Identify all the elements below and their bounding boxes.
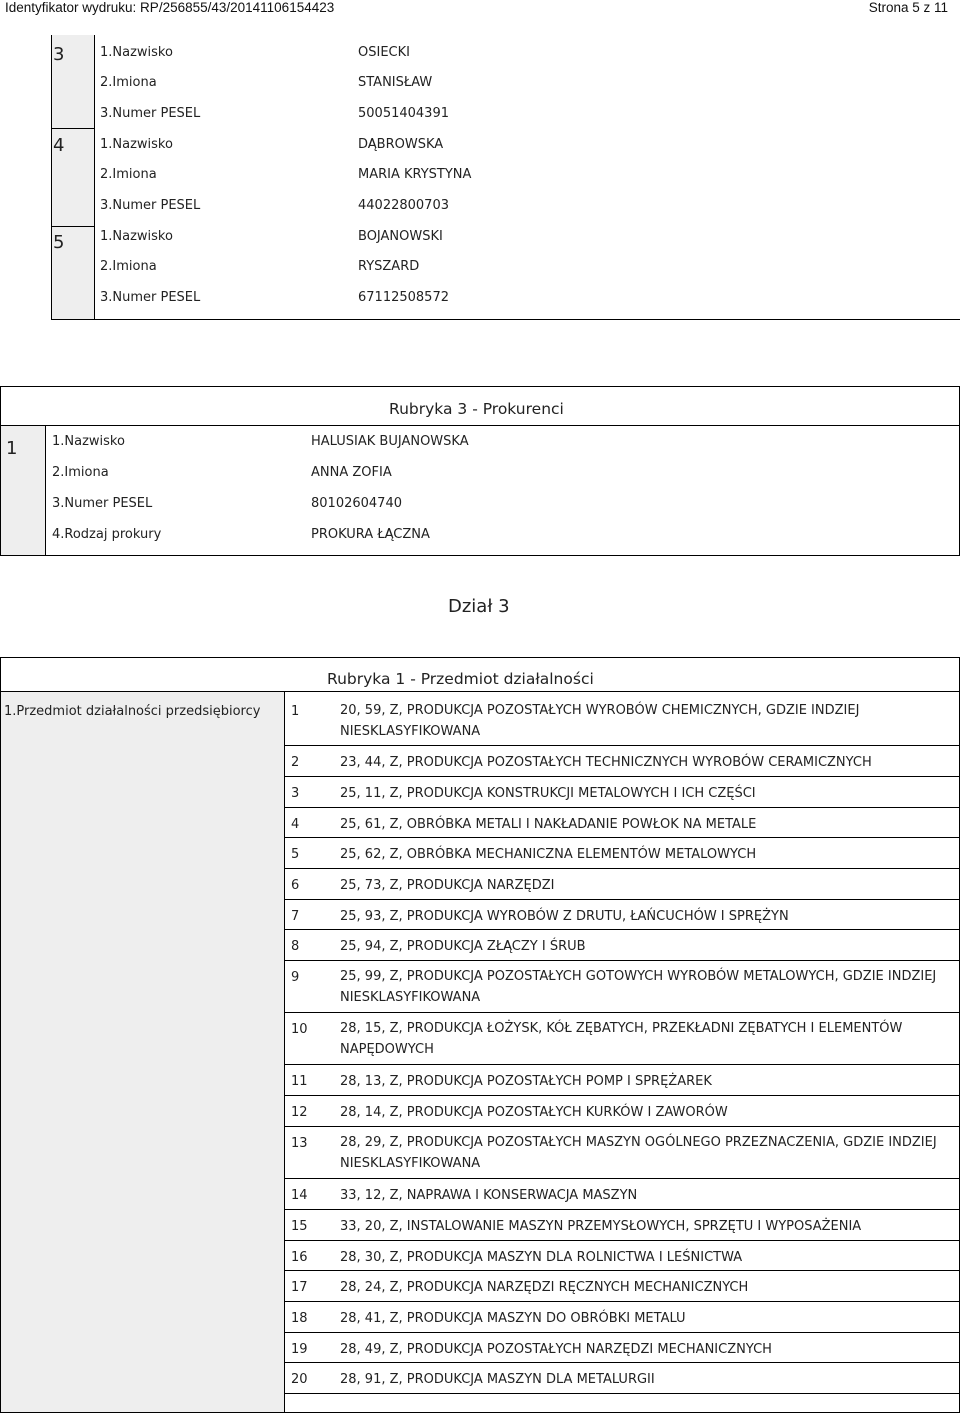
field-label: 3.Numer PESEL — [100, 290, 201, 305]
item-number: 2 — [291, 755, 300, 770]
item-number: 18 — [291, 1311, 308, 1326]
item-text: 20, 59, Z, PRODUKCJA POZOSTAŁYCH WYROBÓW CHEMICZNYCH, GDZIE INDZIEJ NIESKLASYFIKOWANA — [340, 703, 860, 739]
rubryka-title: Rubryka 3 - Prokurenci — [389, 400, 564, 418]
item-text: 23, 44, Z, PRODUKCJA POZOSTAŁYCH TECHNICZNYCH WYROBÓW CERAMICZNYCH — [340, 755, 872, 770]
item-text: 25, 93, Z, PRODUKCJA WYROBÓW Z DRUTU, ŁAŃCUCHÓW I SPRĘŻYN — [340, 909, 789, 924]
item-number: 6 — [291, 878, 300, 893]
field-value: RYSZARD — [358, 259, 420, 274]
item-text: 33, 20, Z, INSTALOWANIE MASZYN PRZEMYSŁOWYCH, SPRZĘTU I WYPOSAŻENIA — [340, 1219, 862, 1234]
field-value: ANNA ZOFIA — [311, 465, 392, 480]
item-number: 15 — [291, 1219, 308, 1234]
page-number: Strona 5 z 11 — [868, 0, 948, 15]
person-number: 4 — [53, 135, 65, 156]
field-value: MARIA KRYSTYNA — [358, 167, 472, 182]
field-value: PROKURA ŁĄCZNA — [311, 527, 430, 542]
section-title: Dział 3 — [448, 596, 510, 617]
field-label: 1.Nazwisko — [100, 137, 173, 152]
field-value: 44022800703 — [358, 198, 449, 213]
item-number: 12 — [291, 1105, 308, 1120]
item-text: 25, 62, Z, OBRÓBKA MECHANICZNA ELEMENTÓW METALOWYCH — [340, 847, 757, 862]
field-label: 1.Nazwisko — [100, 229, 173, 244]
item-number: 17 — [291, 1280, 308, 1295]
field-label: 3.Numer PESEL — [100, 106, 201, 121]
item-text: 25, 61, Z, OBRÓBKA METALI I NAKŁADANIE POWŁOK NA METALE — [340, 817, 757, 832]
item-number: 4 — [291, 817, 300, 832]
field-label: 3.Numer PESEL — [100, 198, 201, 213]
item-number: 20 — [291, 1372, 308, 1387]
item-text: 28, 24, Z, PRODUKCJA NARZĘDZI RĘCZNYCH MECHANICZNYCH — [340, 1280, 749, 1295]
item-number: 7 — [291, 909, 300, 924]
item-text: 28, 49, Z, PRODUKCJA POZOSTAŁYCH NARZĘDZI MECHANICZNYCH — [340, 1342, 772, 1357]
item-text: 28, 14, Z, PRODUKCJA POZOSTAŁYCH KURKÓW I ZAWORÓW — [340, 1105, 728, 1120]
item-text: 33, 12, Z, NAPRAWA I KONSERWACJA MASZYN — [340, 1188, 638, 1203]
field-value: 67112508572 — [358, 290, 449, 305]
item-text: 28, 30, Z, PRODUKCJA MASZYN DLA ROLNICTWA I LEŚNICTWA — [340, 1250, 743, 1265]
rubryka-title: Rubryka 1 - Przedmiot działalności — [327, 670, 594, 688]
item-number: 19 — [291, 1342, 308, 1357]
field-label: 2.Imiona — [100, 167, 157, 182]
item-text: 28, 41, Z, PRODUKCJA MASZYN DO OBRÓBKI METALU — [340, 1311, 686, 1326]
item-number: 13 — [291, 1136, 308, 1151]
item-number: 8 — [291, 939, 300, 954]
item-text: 25, 94, Z, PRODUKCJA ZŁĄCZY I ŚRUB — [340, 939, 586, 954]
item-number: 16 — [291, 1250, 308, 1265]
field-label: 2.Imiona — [52, 465, 109, 480]
item-number: 14 — [291, 1188, 308, 1203]
person-number: 5 — [53, 232, 65, 253]
field-label: 2.Imiona — [100, 75, 157, 90]
item-number: 10 — [291, 1022, 308, 1037]
field-label: 3.Numer PESEL — [52, 496, 153, 511]
person-number: 3 — [53, 44, 65, 65]
item-text: 25, 99, Z, PRODUKCJA POZOSTAŁYCH GOTOWYCH WYROBÓW METALOWYCH, GDZIE INDZIEJ NIESKLASYFIKOWANA — [340, 969, 937, 1005]
field-value: STANISŁAW — [358, 75, 433, 90]
field-label: 1.Nazwisko — [52, 434, 125, 449]
field-label: 4.Rodzaj prokury — [52, 527, 162, 542]
field-label: 1.Przedmiot działalności przedsiębiorcy — [4, 704, 261, 719]
item-text: 28, 91, Z, PRODUKCJA MASZYN DLA METALURGII — [340, 1372, 655, 1387]
item-text: 28, 15, Z, PRODUKCJA ŁOŻYSK, KÓŁ ZĘBATYCH, PRZEKŁADNI ZĘBATYCH I ELEMENTÓW NAPĘDOWYCH — [340, 1021, 903, 1057]
item-number: 1 — [291, 704, 300, 719]
field-value: BOJANOWSKI — [358, 229, 443, 244]
item-number: 5 — [291, 847, 300, 862]
item-text: 25, 11, Z, PRODUKCJA KONSTRUKCJI METALOWYCH I ICH CZĘŚCI — [340, 786, 756, 801]
item-number: 11 — [291, 1074, 308, 1089]
item-number: 9 — [291, 970, 300, 985]
item-number: 3 — [291, 786, 300, 801]
field-value: 80102604740 — [311, 496, 402, 511]
field-label: 1.Nazwisko — [100, 45, 173, 60]
item-text: 28, 29, Z, PRODUKCJA POZOSTAŁYCH MASZYN OGÓLNEGO PRZEZNACZENIA, GDZIE INDZIEJ NIESKLASYFIKOWANA — [340, 1135, 937, 1171]
field-value: DĄBROWSKA — [358, 137, 444, 152]
prokurent-number: 1 — [6, 438, 18, 459]
page-header — [5, 0, 948, 14]
field-value: 50051404391 — [358, 106, 449, 121]
print-identifier: Identyfikator wydruku: RP/256855/43/20141106154423 — [5, 0, 335, 15]
field-value: HALUSIAK BUJANOWSKA — [311, 434, 469, 449]
field-label: 2.Imiona — [100, 259, 157, 274]
item-text: 25, 73, Z, PRODUKCJA NARZĘDZI — [340, 878, 555, 893]
item-text: 28, 13, Z, PRODUKCJA POZOSTAŁYCH POMP I SPRĘŻAREK — [340, 1074, 712, 1089]
field-value: OSIECKI — [358, 45, 410, 60]
